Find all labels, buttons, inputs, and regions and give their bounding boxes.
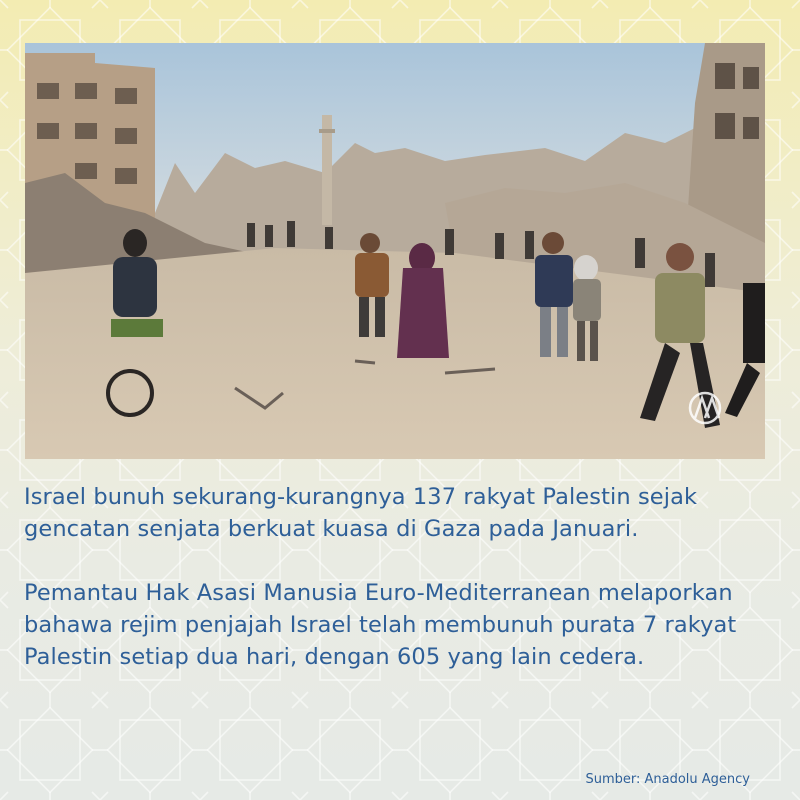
article-paragraph-2: Pemantau Hak Asasi Manusia Euro-Mediterranean melaporkan bahawa rejim penjajah Israel telah membunuh purata 7 rakyat Palestin setiap dua hari, dengan 605 yang lain cedera. bbox=[24, 580, 737, 670]
article-paragraph-1: Israel bunuh sekurang-kurangnya 137 rakyat Palestin sejak gencatan senjata berkuat kuasa di Gaza pada Januari. bbox=[24, 484, 698, 542]
source-credit: Sumber: Anadolu Agency bbox=[585, 772, 750, 787]
news-photo bbox=[25, 43, 765, 459]
article-text bbox=[24, 481, 784, 673]
